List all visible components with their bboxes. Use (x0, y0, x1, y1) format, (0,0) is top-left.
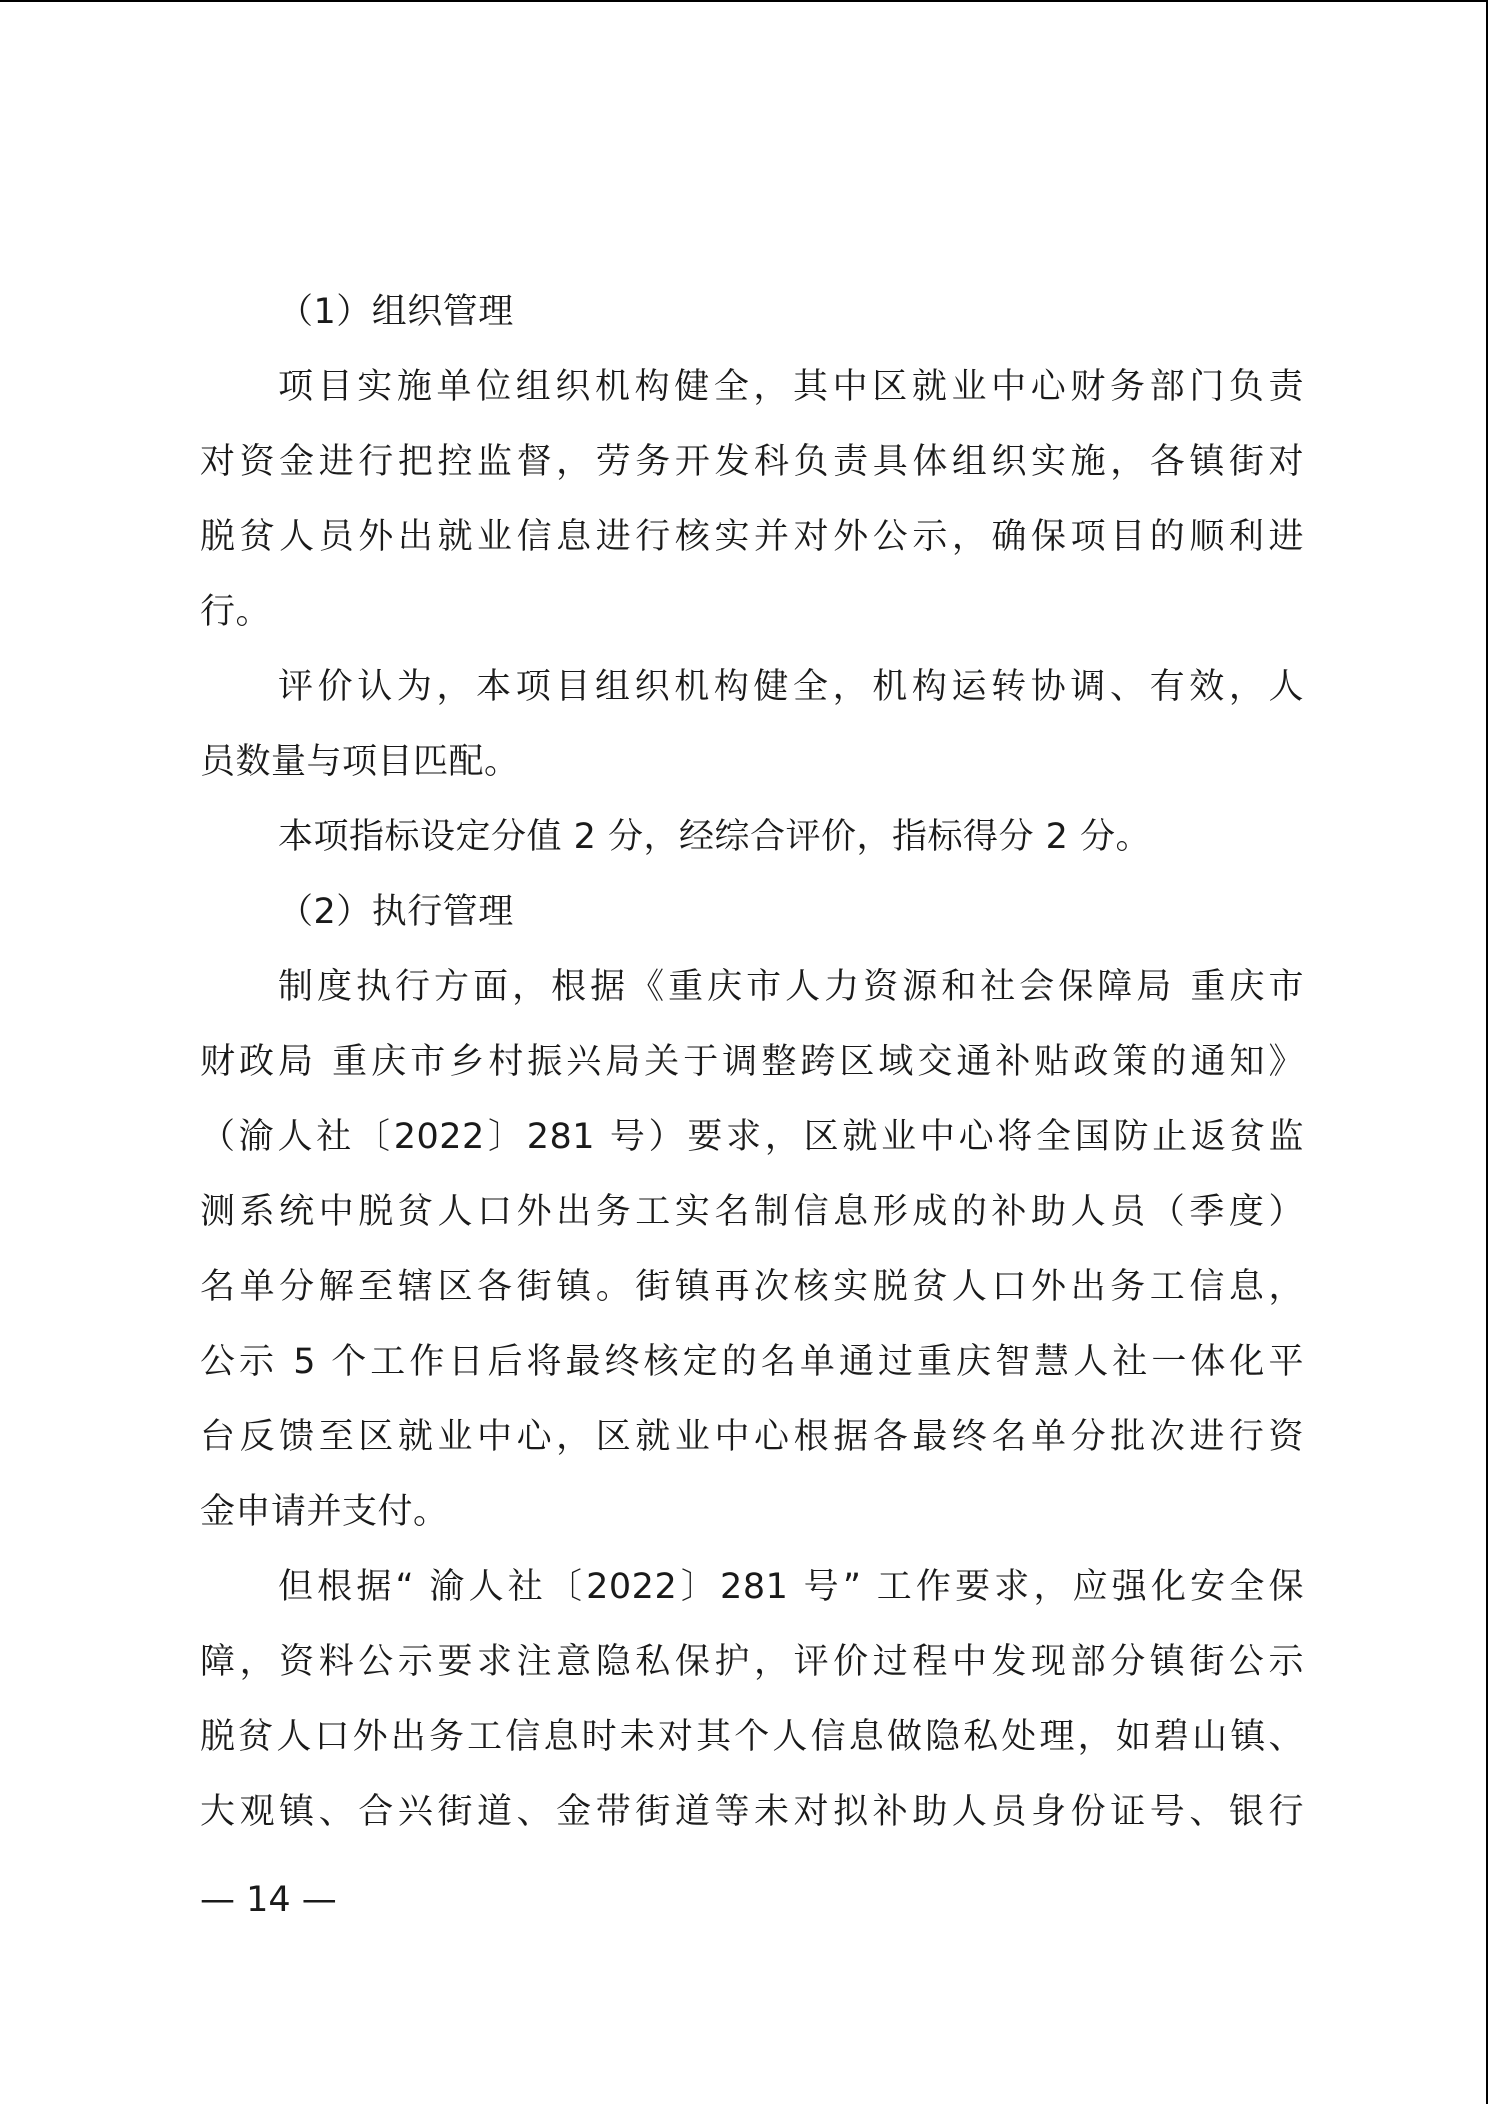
text-line: 台反馈至区就业中心，区就业中心根据各最终名单分批次进行资 (200, 1417, 1304, 1457)
text-line: 脱贫人口外出务工信息时未对其个人信息做隐私处理，如碧山镇、 (200, 1717, 1304, 1757)
document-body (200, 275, 1304, 1850)
text-line: 脱贫人员外出就业信息进行核实并对外公示，确保项目的顺利进 (200, 517, 1304, 557)
text-line: 评价认为，本项目组织机构健全，机构运转协调、有效，人 (278, 667, 1304, 707)
text-line: （2）执行管理 (278, 892, 514, 932)
text-line: 障，资料公示要求注意隐私保护，评价过程中发现部分镇街公示 (200, 1642, 1304, 1682)
text-line: （1）组织管理 (278, 292, 514, 332)
page-number: — 14 — (200, 1880, 337, 1920)
text-line: 本项指标设定分值 2 分，经综合评价，指标得分 2 分。 (278, 817, 1152, 857)
text-line: 制度执行方面，根据《重庆市人力资源和社会保障局 重庆市 (278, 967, 1304, 1007)
text-line: 财政局 重庆市乡村振兴局关于调整跨区域交通补贴政策的通知》 (200, 1042, 1304, 1082)
text-line: 名单分解至辖区各街镇。街镇再次核实脱贫人口外出务工信息， (200, 1267, 1304, 1307)
text-line: 测系统中脱贫人口外出务工实名制信息形成的补助人员（季度） (200, 1192, 1304, 1232)
text-line: 金申请并支付。 (200, 1492, 449, 1532)
text-line: 员数量与项目匹配。 (200, 742, 520, 782)
page-border-top (0, 0, 1488, 2)
text-line: 但根据“ 渝人社〔2022〕281 号” 工作要求，应强化安全保 (278, 1567, 1304, 1607)
text-line: （渝人社〔2022〕281 号）要求，区就业中心将全国防止返贫监 (200, 1117, 1304, 1157)
text-line: 公示 5 个工作日后将最终核定的名单通过重庆智慧人社一体化平 (200, 1342, 1304, 1382)
text-line: 行。 (200, 592, 272, 632)
text-line: 对资金进行把控监督，劳务开发科负责具体组织实施，各镇街对 (200, 442, 1304, 482)
text-line: 项目实施单位组织机构健全，其中区就业中心财务部门负责 (278, 367, 1304, 407)
text-line: 大观镇、合兴街道、金带街道等未对拟补助人员身份证号、银行 (200, 1792, 1304, 1832)
